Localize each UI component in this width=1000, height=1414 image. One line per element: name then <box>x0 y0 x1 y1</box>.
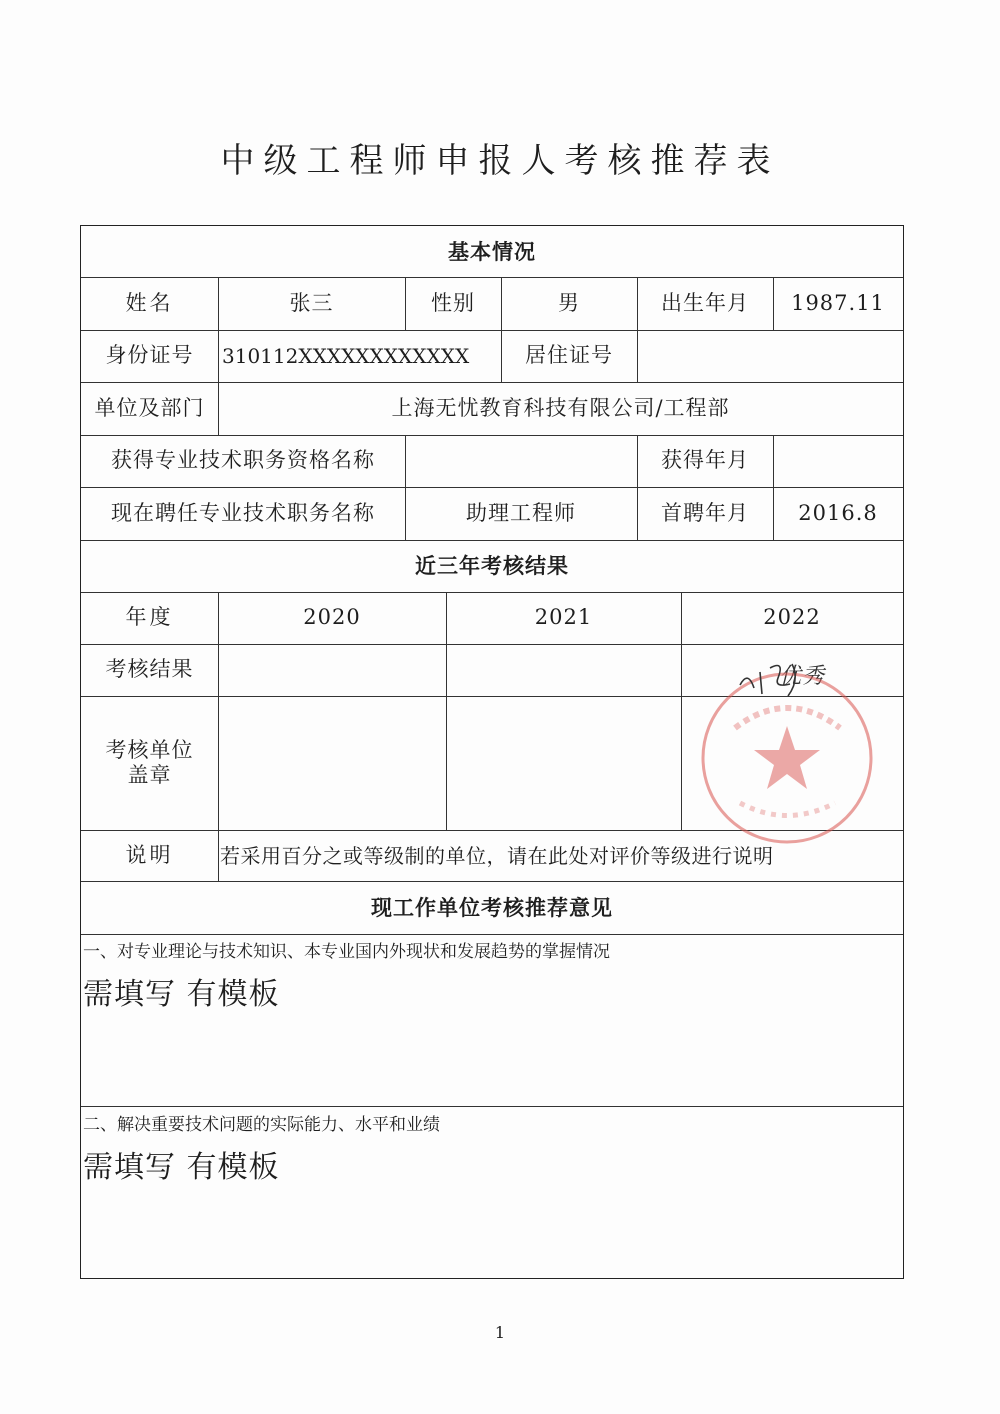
year-2022: 2022 <box>763 605 821 630</box>
seal-2020[interactable] <box>218 696 446 830</box>
seal-2021[interactable] <box>446 696 681 830</box>
residence-value[interactable] <box>637 330 903 382</box>
section-opinion: 现工作单位考核推荐意见 <box>371 894 613 920</box>
result-2021[interactable] <box>446 644 681 696</box>
birth-value[interactable]: 1987.11 <box>791 290 885 315</box>
seal-2022[interactable] <box>681 696 903 830</box>
row-divider <box>81 934 903 935</box>
opinion-question-1: 一、对专业理论与技术知识、本专业国内外现状和发展趋势的掌握情况 <box>83 942 610 962</box>
result-2020[interactable] <box>218 644 446 696</box>
name-value[interactable]: 张三 <box>289 290 334 315</box>
year-2020: 2020 <box>303 605 361 630</box>
opinion-question-2: 二、解决重要技术问题的实际能力、水平和业绩 <box>83 1115 440 1135</box>
residence-label: 居住证号 <box>525 343 613 368</box>
unit-value[interactable]: 上海无忧教育科技有限公司/工程部 <box>391 395 730 420</box>
seal-label-line1: 考核单位 <box>105 737 194 762</box>
page-title: 中级工程师申报人考核推荐表 <box>220 141 780 181</box>
name-label: 姓名 <box>125 290 174 315</box>
qualification-label: 获得专业技术职务资格名称 <box>111 448 375 473</box>
gender-value[interactable]: 男 <box>558 290 580 315</box>
unit-label: 单位及部门 <box>94 395 205 420</box>
page-number: 1 <box>494 1323 506 1342</box>
current-title-label: 现在聘任专业技术职务名称 <box>111 500 375 525</box>
current-title-value[interactable]: 助理工程师 <box>466 500 576 525</box>
year-2021: 2021 <box>534 605 593 630</box>
section-assessment: 近三年考核结果 <box>415 553 569 579</box>
seal-label-line2: 盖章 <box>127 763 172 787</box>
year-label: 年度 <box>125 605 174 630</box>
id-label: 身份证号 <box>105 343 194 368</box>
opinion-answer-1[interactable]: 需填写 有模板 <box>83 977 280 1012</box>
note-label: 说明 <box>125 842 174 867</box>
qualification-date-value[interactable] <box>773 435 903 487</box>
first-hire-label: 首聘年月 <box>661 500 749 525</box>
id-value[interactable]: 310112XXXXXXXXXXXX <box>222 344 470 368</box>
qualification-value[interactable] <box>405 435 637 487</box>
section-basic-info: 基本情况 <box>448 238 536 264</box>
note-value: 若采用百分之或等级制的单位，请在此处对评价等级进行说明 <box>220 843 774 868</box>
first-hire-value[interactable]: 2016.8 <box>798 500 878 525</box>
birth-label: 出生年月 <box>661 290 749 315</box>
seal-label <box>81 696 218 830</box>
qualification-date-label: 获得年月 <box>661 448 749 473</box>
result-label: 考核结果 <box>105 657 194 682</box>
row-divider <box>81 1106 903 1107</box>
result-2022[interactable]: 优秀 <box>778 663 825 689</box>
recommendation-form <box>80 225 904 1279</box>
opinion-answer-2[interactable]: 需填写 有模板 <box>83 1150 280 1185</box>
gender-label: 性别 <box>431 290 475 315</box>
